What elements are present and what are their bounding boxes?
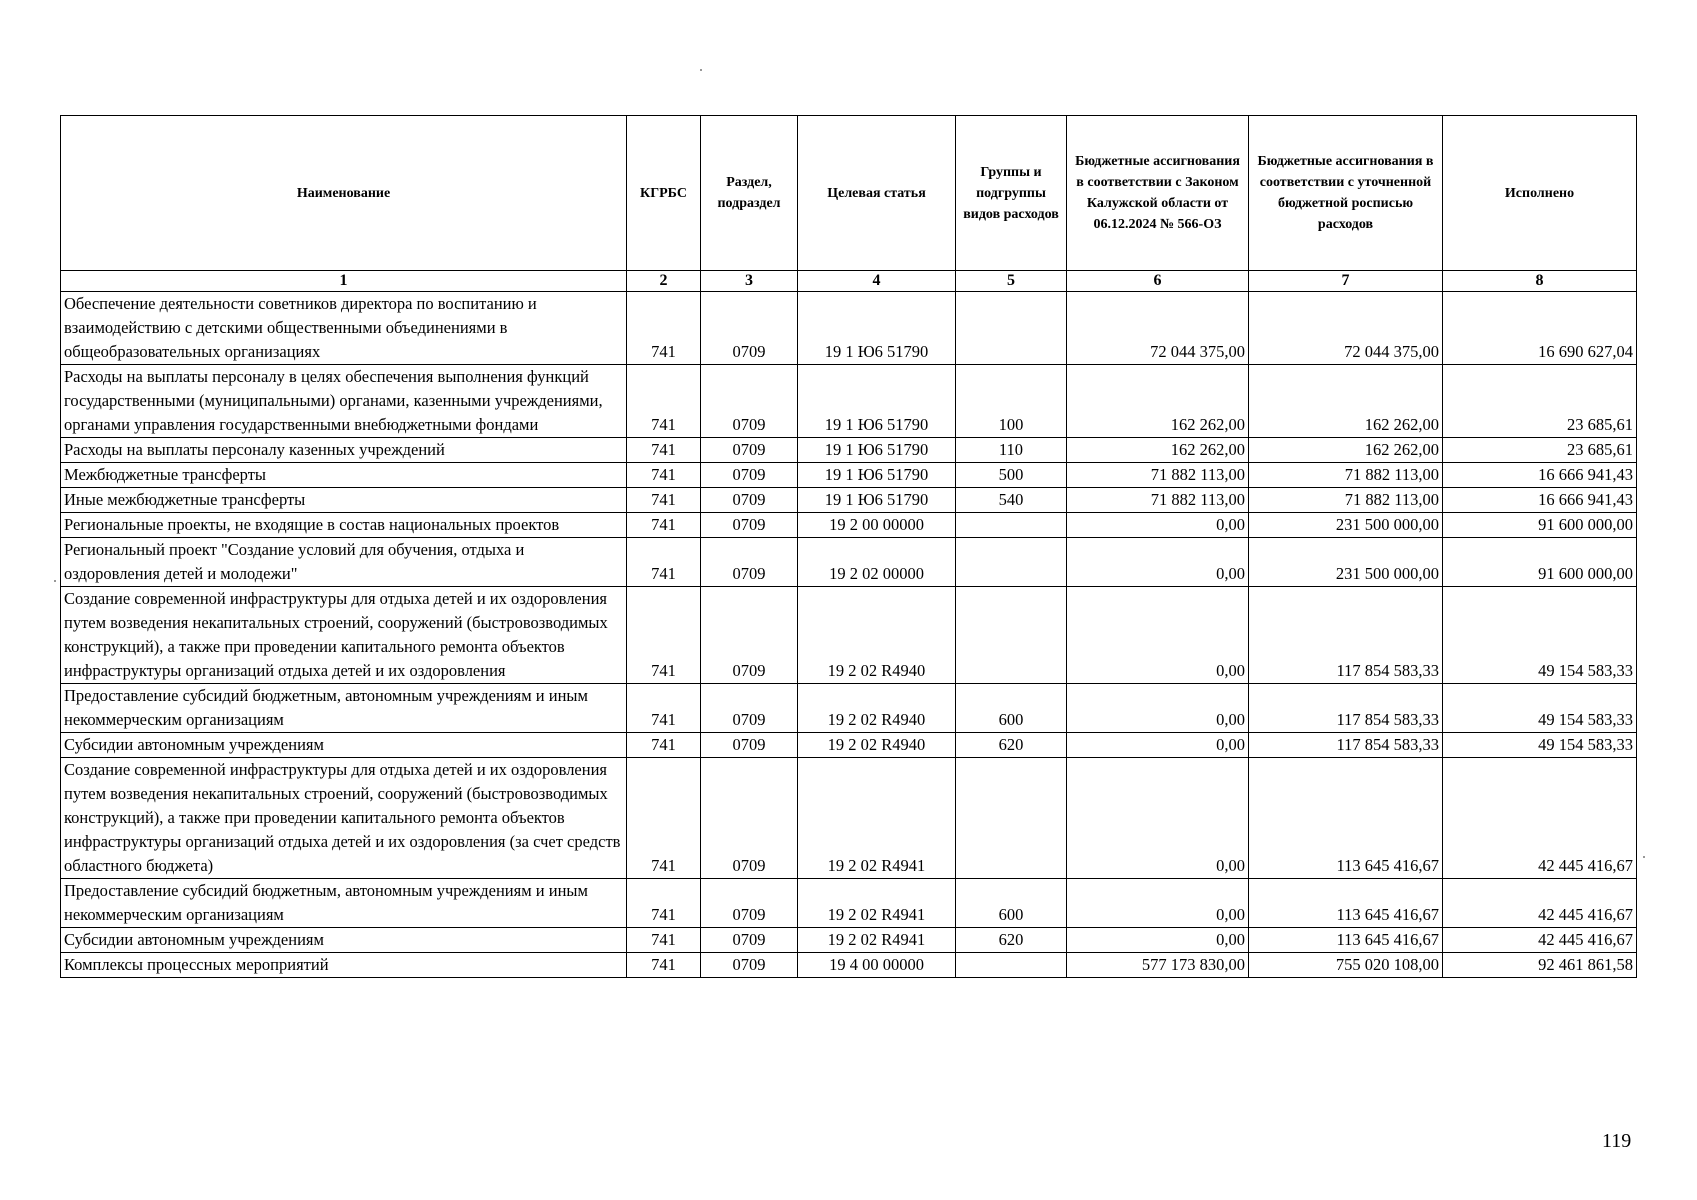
row-section: 0709 bbox=[701, 758, 798, 879]
column-number: 8 bbox=[1443, 271, 1637, 292]
row-group bbox=[956, 758, 1067, 879]
row-target: 19 1 Ю6 51790 bbox=[798, 292, 956, 365]
row-executed: 49 154 583,33 bbox=[1443, 587, 1637, 684]
header-target: Целевая статья bbox=[798, 116, 956, 271]
row-name: Предоставление субсидий бюджетным, автономным учреждениям и иным некоммерческим организациям bbox=[61, 879, 627, 928]
column-number-row bbox=[61, 271, 1637, 292]
row-name: Субсидии автономным учреждениям bbox=[61, 733, 627, 758]
row-target: 19 2 02 R4940 bbox=[798, 587, 956, 684]
row-section: 0709 bbox=[701, 587, 798, 684]
row-section: 0709 bbox=[701, 538, 798, 587]
row-target: 19 2 02 R4941 bbox=[798, 758, 956, 879]
table-row bbox=[61, 733, 1637, 758]
row-target: 19 1 Ю6 51790 bbox=[798, 438, 956, 463]
row-target: 19 2 02 R4940 bbox=[798, 733, 956, 758]
header-kgrbs: КГРБС bbox=[627, 116, 701, 271]
row-refined: 117 854 583,33 bbox=[1249, 684, 1443, 733]
table-row bbox=[61, 879, 1637, 928]
row-kgrbs: 741 bbox=[627, 953, 701, 978]
row-group bbox=[956, 292, 1067, 365]
row-refined: 113 645 416,67 bbox=[1249, 928, 1443, 953]
row-refined: 231 500 000,00 bbox=[1249, 538, 1443, 587]
row-target: 19 1 Ю6 51790 bbox=[798, 365, 956, 438]
row-name: Предоставление субсидий бюджетным, автономным учреждениям и иным некоммерческим организациям bbox=[61, 684, 627, 733]
row-target: 19 2 02 R4941 bbox=[798, 928, 956, 953]
row-executed: 23 685,61 bbox=[1443, 365, 1637, 438]
row-section: 0709 bbox=[701, 684, 798, 733]
table-row bbox=[61, 587, 1637, 684]
row-section: 0709 bbox=[701, 365, 798, 438]
row-group: 500 bbox=[956, 463, 1067, 488]
table-row bbox=[61, 463, 1637, 488]
row-kgrbs: 741 bbox=[627, 733, 701, 758]
scan-speck bbox=[1643, 856, 1645, 858]
row-executed: 16 666 941,43 bbox=[1443, 463, 1637, 488]
row-refined: 755 020 108,00 bbox=[1249, 953, 1443, 978]
row-target: 19 2 00 00000 bbox=[798, 513, 956, 538]
row-target: 19 2 02 R4941 bbox=[798, 879, 956, 928]
table-row bbox=[61, 438, 1637, 463]
table-row bbox=[61, 538, 1637, 587]
column-number: 1 bbox=[61, 271, 627, 292]
row-name: Создание современной инфраструктуры для отдыха детей и их оздоровления путем возведения некапитальных строений, сооружений (быстровозводимых конструкций), а также при проведении капитального ремонта объектов инфраструктуры организаций отдыха детей и их оздоровления bbox=[61, 587, 627, 684]
row-law: 71 882 113,00 bbox=[1067, 463, 1249, 488]
row-refined: 71 882 113,00 bbox=[1249, 463, 1443, 488]
budget-table bbox=[60, 115, 1637, 978]
row-group: 600 bbox=[956, 879, 1067, 928]
row-section: 0709 bbox=[701, 292, 798, 365]
table-row bbox=[61, 513, 1637, 538]
row-name: Создание современной инфраструктуры для отдыха детей и их оздоровления путем возведения некапитальных строений, сооружений (быстровозводимых конструкций), а также при проведении капитального ремонта объектов инфраструктуры организаций отдыха детей и их оздоровления (за счет средств областного бюджета) bbox=[61, 758, 627, 879]
row-refined: 117 854 583,33 bbox=[1249, 587, 1443, 684]
row-section: 0709 bbox=[701, 928, 798, 953]
row-group: 620 bbox=[956, 928, 1067, 953]
row-target: 19 1 Ю6 51790 bbox=[798, 463, 956, 488]
row-group: 540 bbox=[956, 488, 1067, 513]
column-number: 2 bbox=[627, 271, 701, 292]
row-refined: 162 262,00 bbox=[1249, 365, 1443, 438]
row-group bbox=[956, 538, 1067, 587]
row-kgrbs: 741 bbox=[627, 684, 701, 733]
row-executed: 91 600 000,00 bbox=[1443, 513, 1637, 538]
row-refined: 72 044 375,00 bbox=[1249, 292, 1443, 365]
row-group: 620 bbox=[956, 733, 1067, 758]
row-kgrbs: 741 bbox=[627, 538, 701, 587]
table-row bbox=[61, 488, 1637, 513]
row-kgrbs: 741 bbox=[627, 463, 701, 488]
row-kgrbs: 741 bbox=[627, 488, 701, 513]
row-name: Региональный проект "Создание условий для обучения, отдыха и оздоровления детей и молодежи" bbox=[61, 538, 627, 587]
row-target: 19 2 02 00000 bbox=[798, 538, 956, 587]
row-kgrbs: 741 bbox=[627, 879, 701, 928]
row-law: 0,00 bbox=[1067, 513, 1249, 538]
row-kgrbs: 741 bbox=[627, 758, 701, 879]
row-law: 0,00 bbox=[1067, 684, 1249, 733]
column-number: 3 bbox=[701, 271, 798, 292]
row-name: Расходы на выплаты персоналу в целях обеспечения выполнения функций государственными (муниципальными) органами, казенными учреждениями, органами управления государственными внебюджетными фондами bbox=[61, 365, 627, 438]
row-target: 19 2 02 R4940 bbox=[798, 684, 956, 733]
table-row bbox=[61, 365, 1637, 438]
row-executed: 49 154 583,33 bbox=[1443, 684, 1637, 733]
row-executed: 91 600 000,00 bbox=[1443, 538, 1637, 587]
row-law: 0,00 bbox=[1067, 758, 1249, 879]
row-law: 0,00 bbox=[1067, 538, 1249, 587]
row-section: 0709 bbox=[701, 488, 798, 513]
row-law: 162 262,00 bbox=[1067, 365, 1249, 438]
row-executed: 16 690 627,04 bbox=[1443, 292, 1637, 365]
row-group: 600 bbox=[956, 684, 1067, 733]
header-law-allocation: Бюджетные ассигнования в соответствии с Законом Калужской области от 06.12.2024 № 566-ОЗ bbox=[1067, 116, 1249, 271]
row-section: 0709 bbox=[701, 463, 798, 488]
row-kgrbs: 741 bbox=[627, 928, 701, 953]
row-section: 0709 bbox=[701, 879, 798, 928]
table-row bbox=[61, 953, 1637, 978]
row-refined: 231 500 000,00 bbox=[1249, 513, 1443, 538]
scan-speck bbox=[54, 580, 56, 582]
table-row bbox=[61, 684, 1637, 733]
column-number: 6 bbox=[1067, 271, 1249, 292]
row-law: 0,00 bbox=[1067, 879, 1249, 928]
row-law: 0,00 bbox=[1067, 587, 1249, 684]
row-law: 71 882 113,00 bbox=[1067, 488, 1249, 513]
row-refined: 113 645 416,67 bbox=[1249, 758, 1443, 879]
row-kgrbs: 741 bbox=[627, 513, 701, 538]
row-executed: 23 685,61 bbox=[1443, 438, 1637, 463]
row-name: Региональные проекты, не входящие в состав национальных проектов bbox=[61, 513, 627, 538]
row-name: Расходы на выплаты персоналу казенных учреждений bbox=[61, 438, 627, 463]
row-group: 100 bbox=[956, 365, 1067, 438]
row-target: 19 1 Ю6 51790 bbox=[798, 488, 956, 513]
row-name: Межбюджетные трансферты bbox=[61, 463, 627, 488]
row-executed: 92 461 861,58 bbox=[1443, 953, 1637, 978]
row-name: Иные межбюджетные трансферты bbox=[61, 488, 627, 513]
row-executed: 42 445 416,67 bbox=[1443, 928, 1637, 953]
row-name: Субсидии автономным учреждениям bbox=[61, 928, 627, 953]
row-kgrbs: 741 bbox=[627, 587, 701, 684]
table-header-row bbox=[61, 116, 1637, 271]
row-law: 577 173 830,00 bbox=[1067, 953, 1249, 978]
row-kgrbs: 741 bbox=[627, 438, 701, 463]
page-number: 119 bbox=[1602, 1130, 1632, 1152]
row-section: 0709 bbox=[701, 953, 798, 978]
row-law: 72 044 375,00 bbox=[1067, 292, 1249, 365]
row-name: Комплексы процессных мероприятий bbox=[61, 953, 627, 978]
row-section: 0709 bbox=[701, 438, 798, 463]
row-section: 0709 bbox=[701, 513, 798, 538]
row-name: Обеспечение деятельности советников директора по воспитанию и взаимодействию с детскими общественными объединениями в общеобразовательных организациях bbox=[61, 292, 627, 365]
header-groups: Группы и подгруппы видов расходов bbox=[956, 116, 1067, 271]
table-row bbox=[61, 758, 1637, 879]
row-refined: 71 882 113,00 bbox=[1249, 488, 1443, 513]
column-number: 5 bbox=[956, 271, 1067, 292]
column-number: 4 bbox=[798, 271, 956, 292]
column-number: 7 bbox=[1249, 271, 1443, 292]
scan-speck bbox=[700, 69, 702, 71]
row-executed: 49 154 583,33 bbox=[1443, 733, 1637, 758]
row-group bbox=[956, 513, 1067, 538]
row-executed: 42 445 416,67 bbox=[1443, 879, 1637, 928]
row-refined: 162 262,00 bbox=[1249, 438, 1443, 463]
row-executed: 16 666 941,43 bbox=[1443, 488, 1637, 513]
row-law: 162 262,00 bbox=[1067, 438, 1249, 463]
row-executed: 42 445 416,67 bbox=[1443, 758, 1637, 879]
row-target: 19 4 00 00000 bbox=[798, 953, 956, 978]
row-law: 0,00 bbox=[1067, 733, 1249, 758]
header-section: Раздел, подраздел bbox=[701, 116, 798, 271]
table-row bbox=[61, 292, 1637, 365]
row-section: 0709 bbox=[701, 733, 798, 758]
row-law: 0,00 bbox=[1067, 928, 1249, 953]
row-refined: 113 645 416,67 bbox=[1249, 879, 1443, 928]
header-executed: Исполнено bbox=[1443, 116, 1637, 271]
row-refined: 117 854 583,33 bbox=[1249, 733, 1443, 758]
row-kgrbs: 741 bbox=[627, 365, 701, 438]
row-group: 110 bbox=[956, 438, 1067, 463]
row-group bbox=[956, 953, 1067, 978]
header-name: Наименование bbox=[61, 116, 627, 271]
row-group bbox=[956, 587, 1067, 684]
table-row bbox=[61, 928, 1637, 953]
row-kgrbs: 741 bbox=[627, 292, 701, 365]
header-refined-allocation: Бюджетные ассигнования в соответствии с уточненной бюджетной росписью расходов bbox=[1249, 116, 1443, 271]
